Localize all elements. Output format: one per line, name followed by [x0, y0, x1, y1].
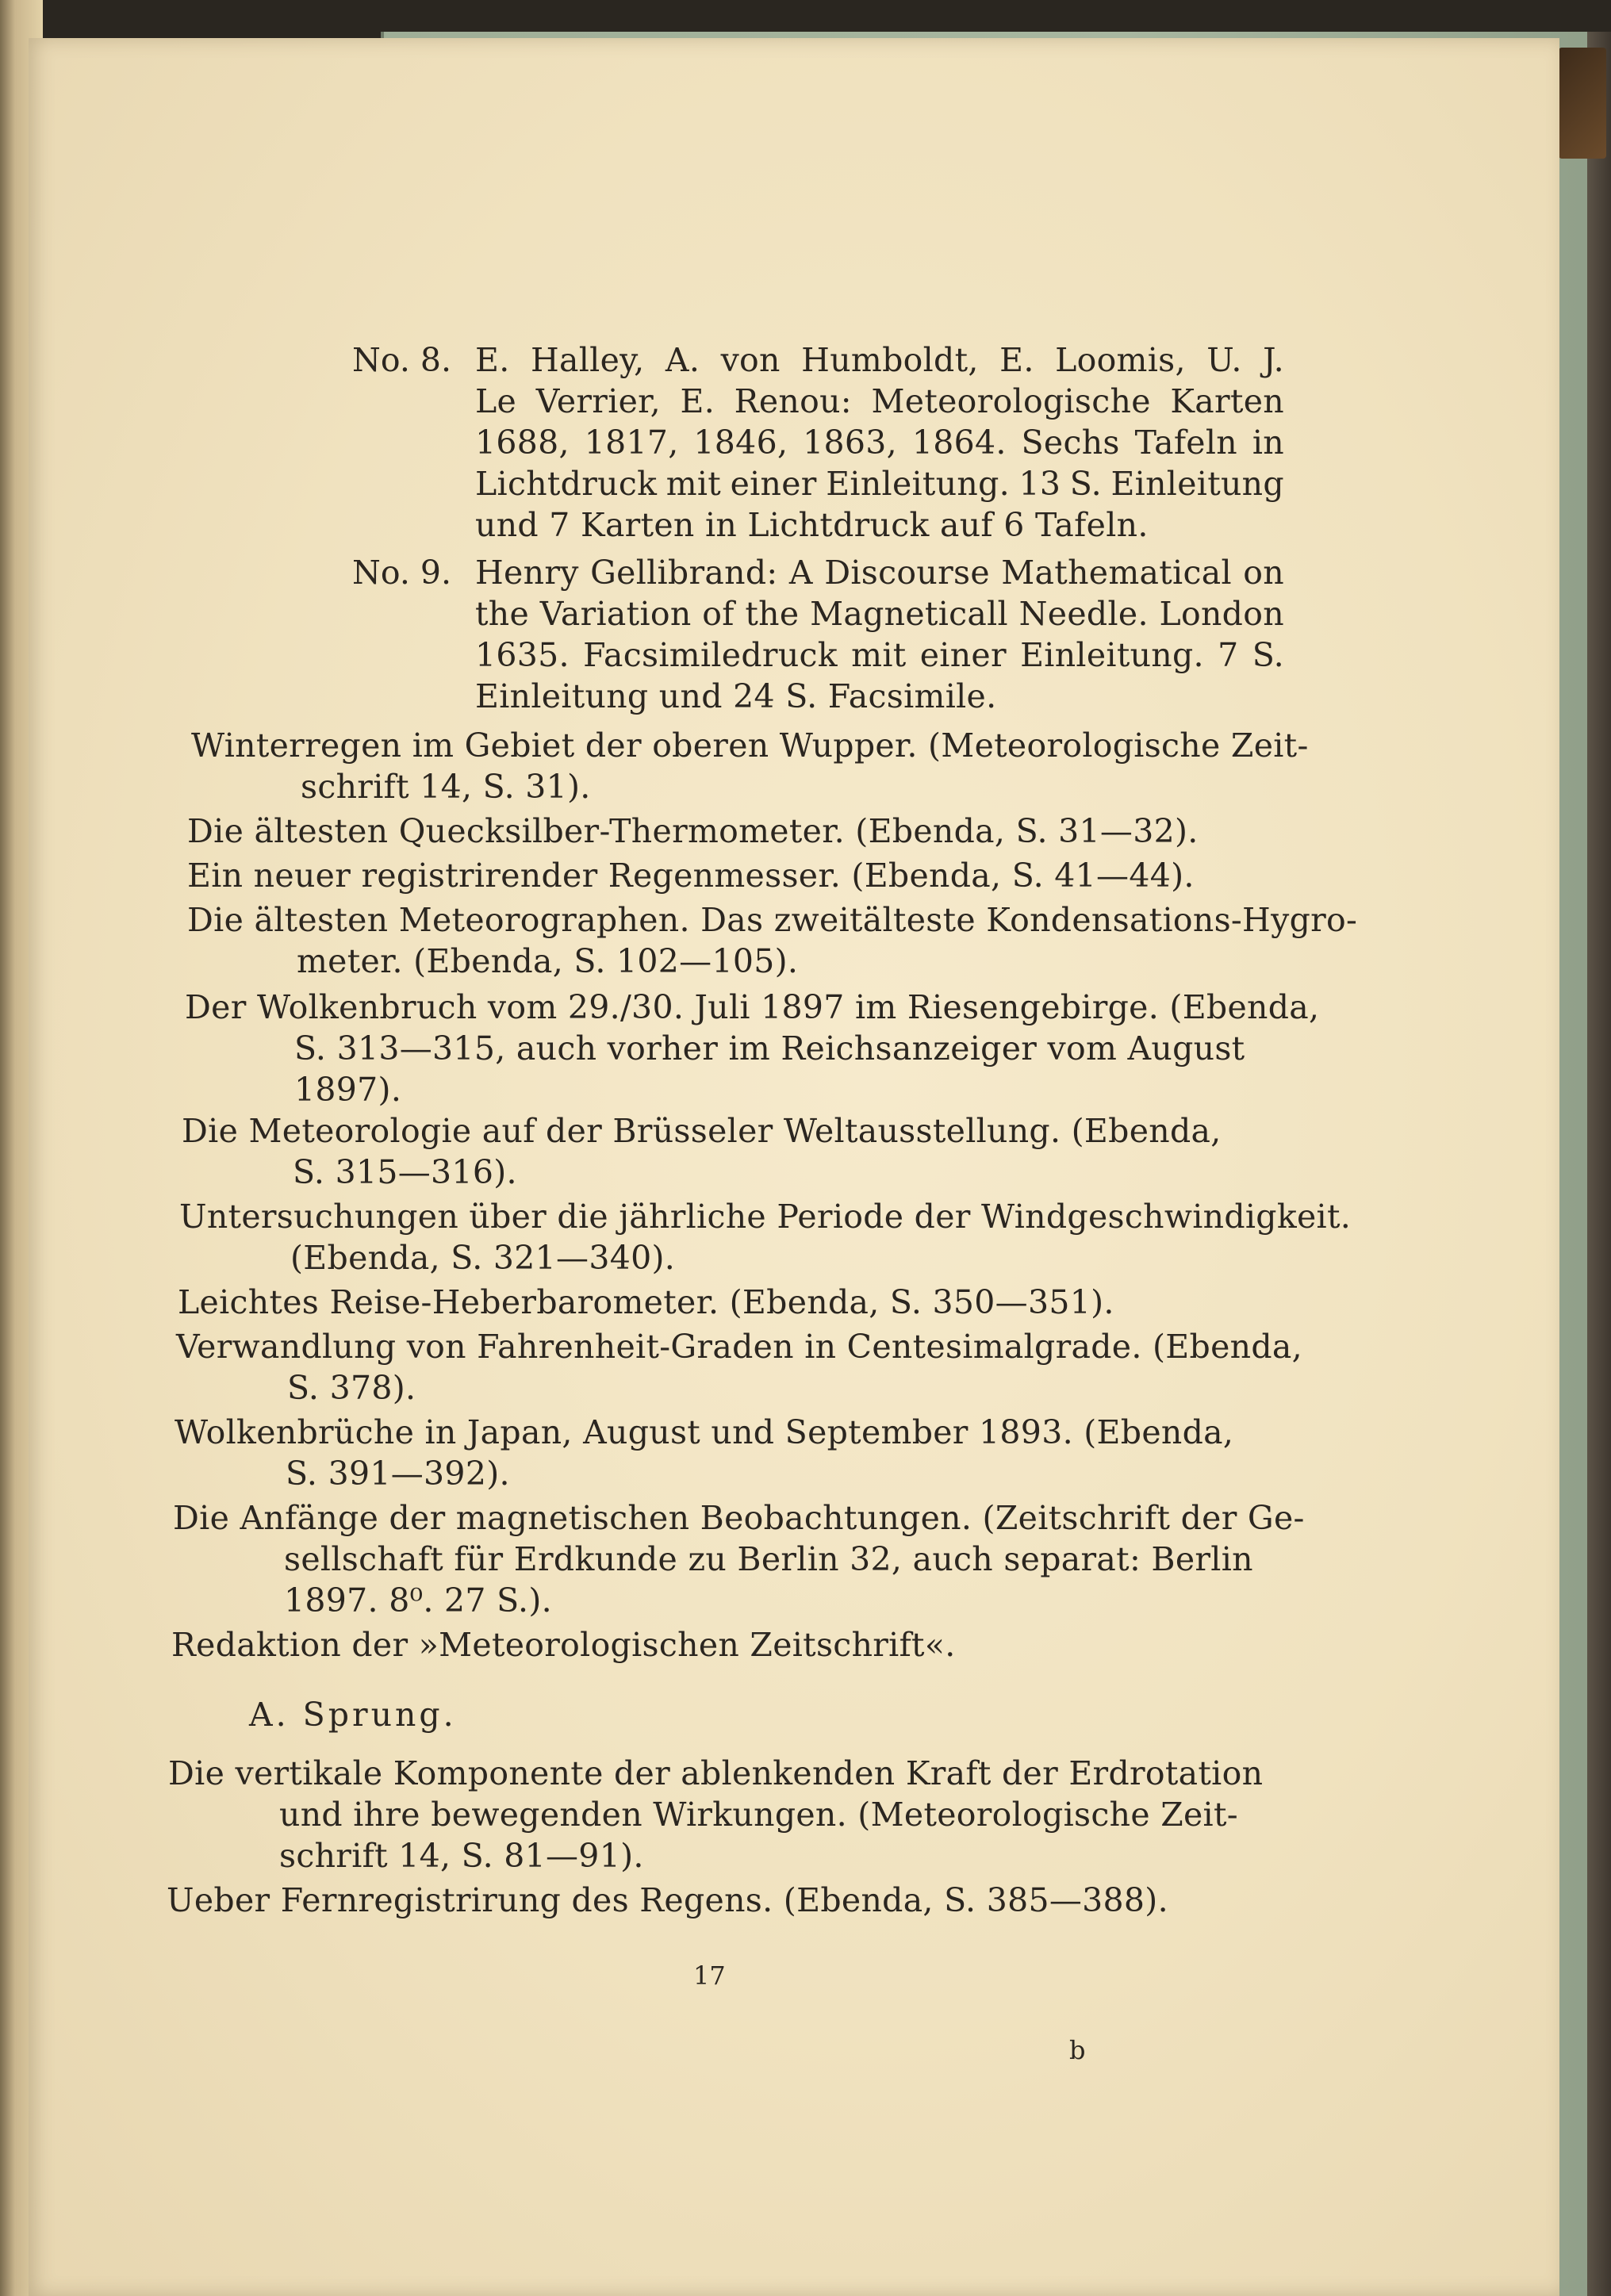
word: 13 — [1018, 465, 1061, 503]
word: 1817, — [584, 424, 679, 462]
word: 1846, — [693, 424, 788, 462]
bib-line-12: Untersuchungen über die jährliche Periode der Windgeschwindigkeit. — [179, 1198, 1352, 1236]
sprung-line-1: Die vertikale Komponente der ablenkenden Kraft der Erdrotation — [168, 1754, 1264, 1792]
word: Karten — [1170, 382, 1284, 420]
word: E. — [680, 382, 715, 420]
entry-no8-line-2 — [475, 381, 1284, 422]
bib-line-22: Redaktion der »Meteorologischen Zeitschrift«. — [171, 1626, 956, 1664]
bib-line-2: schrift 14, S. 31). — [301, 768, 591, 806]
entry-no8-line-3 — [475, 422, 1284, 463]
word: 1864. — [911, 424, 1007, 462]
word: of — [702, 595, 735, 633]
word: Einleitung. — [826, 465, 1010, 503]
bib-line-17: Wolkenbrüche in Japan, August und September 1893. (Ebenda, — [175, 1413, 1234, 1451]
word: E. — [999, 341, 1034, 379]
word: Lichtdruck — [475, 465, 658, 503]
bib-line-14: Leichtes Reise-Heberbarometer. (Ebenda, S. 350—351). — [178, 1283, 1114, 1321]
entry-no8-line-1 — [475, 339, 1284, 381]
word: Gellibrand: — [590, 554, 778, 592]
word: Einleitung. — [1020, 636, 1204, 674]
bib-line-8: S. 313—315, auch vorher im Reichsanzeiger vom August — [294, 1029, 1245, 1068]
entry-no8-line-5: und 7 Karten in Lichtdruck auf 6 Tafeln. — [475, 506, 1149, 544]
book-page — [29, 38, 1559, 2296]
sprung-line-4: Ueber Fernregistrirung des Regens. (Ebenda, S. 385—388). — [167, 1881, 1168, 1919]
word: Humboldt, — [801, 341, 979, 379]
sprung-line-3: schrift 14, S. 81—91). — [279, 1837, 644, 1875]
word: Meteorologische — [871, 382, 1151, 420]
bib-line-20: sellschaft für Erdkunde zu Berlin 32, auch separat: Berlin — [284, 1540, 1253, 1578]
word: the — [475, 595, 530, 633]
page-number: 17 — [693, 1961, 726, 1991]
word: Discourse — [824, 554, 990, 592]
word: Verrier, — [535, 382, 661, 420]
entry-label-no9: No. 9. — [352, 554, 452, 592]
word: Le — [475, 382, 517, 420]
word: Tafeln — [1134, 424, 1237, 462]
bib-line-18: S. 391—392). — [286, 1455, 510, 1493]
word: the — [745, 595, 800, 633]
bib-line-19: Die Anfänge der magnetischen Beobachtungen. (Zeitschrift der Ge- — [173, 1499, 1305, 1537]
word: Needle. — [1018, 595, 1149, 633]
word: S. — [1252, 636, 1284, 674]
bib-line-1: Winterregen im Gebiet der oberen Wupper. (Meteorologische Zeit- — [191, 726, 1309, 765]
sprung-line-2: und ihre bewegenden Wirkungen. (Meteorologische Zeit- — [279, 1796, 1238, 1834]
bib-line-9: 1897). — [294, 1071, 402, 1109]
entry-no9-line-2 — [475, 593, 1284, 634]
word: on — [1243, 554, 1284, 592]
bib-line-5: Die ältesten Meteorographen. Das zweitälteste Kondensations-Hygro- — [187, 901, 1358, 939]
author-heading: A. Sprung. — [249, 1696, 457, 1734]
bib-line-7: Der Wolkenbruch vom 29./30. Juli 1897 im Riesengebirge. (Ebenda, — [185, 988, 1320, 1026]
entry-no9-line-4: Einleitung und 24 S. Facsimile. — [475, 677, 997, 715]
entry-no9-line-3 — [475, 634, 1284, 676]
word: Einleitung — [1110, 465, 1284, 503]
word: London — [1159, 595, 1284, 633]
word: Sechs — [1021, 424, 1120, 462]
bib-line-11: S. 315—316). — [293, 1153, 517, 1191]
bib-line-15: Verwandlung von Fahrenheit-Graden in Centesimalgrade. (Ebenda, — [176, 1328, 1302, 1366]
word: von — [720, 341, 781, 379]
word: Magneticall — [810, 595, 1008, 633]
entry-no9-line-1 — [475, 552, 1284, 593]
bib-line-21: 1897. 8⁰. 27 S.). — [284, 1581, 552, 1619]
word: mit — [851, 636, 907, 674]
corner-tab — [1559, 48, 1606, 159]
word: Loomis, — [1055, 341, 1186, 379]
word: 7 — [1218, 636, 1239, 674]
word: S. — [1069, 465, 1102, 503]
entry-label-no8: No. 8. — [352, 341, 452, 379]
word: U. — [1206, 341, 1242, 379]
bib-line-10: Die Meteorologie auf der Brüsseler Weltausstellung. (Ebenda, — [182, 1112, 1222, 1150]
word: Halley, — [530, 341, 645, 379]
word: E. — [475, 341, 510, 379]
cover-edge — [1587, 32, 1611, 2296]
word: einer — [730, 465, 817, 503]
word: mit — [665, 465, 722, 503]
word: A — [788, 554, 813, 592]
word: 1688, — [475, 424, 570, 462]
word: Variation — [539, 595, 692, 633]
word: 1635. — [475, 636, 570, 674]
word: A. — [665, 341, 700, 379]
bib-line-6: meter. (Ebenda, S. 102—105). — [297, 942, 799, 980]
entry-no8-line-4 — [475, 463, 1284, 504]
word: einer — [919, 636, 1007, 674]
bib-line-16: S. 378). — [287, 1369, 416, 1407]
signature-mark: b — [1069, 2035, 1086, 2065]
word: Renou: — [734, 382, 852, 420]
word: 1863, — [803, 424, 897, 462]
bib-line-3: Die ältesten Quecksilber-Thermometer. (Ebenda, S. 31—32). — [187, 812, 1199, 850]
bib-line-4: Ein neuer registrirender Regenmesser. (Ebenda, S. 41—44). — [187, 857, 1195, 895]
word: Henry — [475, 554, 579, 592]
bib-line-13: (Ebenda, S. 321—340). — [290, 1239, 676, 1277]
word: Facsimiledruck — [583, 636, 838, 674]
word: Mathematical — [1001, 554, 1232, 592]
word: in — [1252, 424, 1284, 462]
word: J. — [1263, 341, 1284, 379]
